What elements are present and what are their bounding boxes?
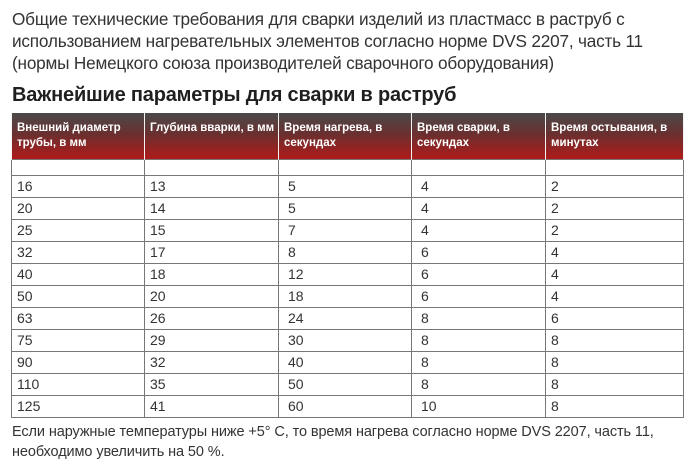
cell-welding-time: 8 [412, 308, 546, 330]
cell-outer-diameter: 25 [12, 220, 145, 242]
header-cooling-time: Время остывания, в минутах [546, 113, 684, 160]
cell-heating-time: 24 [279, 308, 412, 330]
header-outer-diameter: Внешний диаметр трубы, в мм [12, 113, 145, 160]
cell-heating-time: 40 [279, 352, 412, 374]
header-welding-time: Время сварки, в секундах [412, 113, 546, 160]
cell-heating-time: 5 [279, 198, 412, 220]
cell-weld-depth: 13 [145, 176, 279, 198]
cell-outer-diameter: 40 [12, 264, 145, 286]
cell-weld-depth: 14 [145, 198, 279, 220]
table-header-row [12, 113, 684, 160]
cell-welding-time: 4 [412, 198, 546, 220]
cell-welding-time: 4 [412, 220, 546, 242]
cell-cooling-time: 4 [546, 286, 684, 308]
cell-cooling-time: 2 [546, 198, 684, 220]
cell-heating-time: 50 [279, 374, 412, 396]
table-row [12, 352, 684, 374]
table-row [12, 374, 684, 396]
table-heading: Важнейшие параметры для сварки в раструб [12, 84, 457, 106]
cell-outer-diameter: 20 [12, 198, 145, 220]
table-row [12, 220, 684, 242]
intro-text: Общие технические требования для сварки изделий из пластмасс в раструб с использованием нагревательных элементов согласно норме DVS 2207, часть 11 (нормы Немецкого союза производителей сварочного оборудования) [12, 9, 643, 73]
cell-weld-depth: 32 [145, 352, 279, 374]
table-row [12, 176, 684, 198]
cell-outer-diameter: 125 [12, 396, 145, 418]
cell-heating-time: 60 [279, 396, 412, 418]
table-row [12, 264, 684, 286]
cell-cooling-time: 2 [546, 220, 684, 242]
cell-welding-time: 8 [412, 352, 546, 374]
cell-outer-diameter: 75 [12, 330, 145, 352]
cell-cooling-time: 8 [546, 374, 684, 396]
cell-weld-depth: 41 [145, 396, 279, 418]
cell-outer-diameter: 32 [12, 242, 145, 264]
cell-heating-time: 18 [279, 286, 412, 308]
cell-cooling-time: 8 [546, 330, 684, 352]
cell-heating-time: 5 [279, 176, 412, 198]
cell-cooling-time: 4 [546, 242, 684, 264]
table-row [12, 330, 684, 352]
header-weld-depth: Глубина вварки, в мм [145, 113, 279, 160]
table-row [12, 286, 684, 308]
cell-cooling-time: 6 [546, 308, 684, 330]
footnote-text: Если наружные температуры ниже +5° С, то время нагрева согласно норме DVS 2207, часть 11, необходимо увеличить на 50 %. [12, 424, 654, 460]
header-heating-time: Время нагрева, в секундах [279, 113, 412, 160]
table-row [12, 308, 684, 330]
cell-cooling-time: 8 [546, 396, 684, 418]
cell-heating-time: 12 [279, 264, 412, 286]
cell-heating-time: 7 [279, 220, 412, 242]
cell-heating-time: 30 [279, 330, 412, 352]
cell-weld-depth: 29 [145, 330, 279, 352]
table-row [12, 198, 684, 220]
cell-welding-time: 8 [412, 374, 546, 396]
cell-outer-diameter: 110 [12, 374, 145, 396]
cell-outer-diameter: 63 [12, 308, 145, 330]
welding-parameters-table [11, 113, 684, 418]
cell-welding-time: 8 [412, 330, 546, 352]
cell-welding-time: 4 [412, 176, 546, 198]
cell-heating-time: 8 [279, 242, 412, 264]
cell-weld-depth: 26 [145, 308, 279, 330]
cell-weld-depth: 17 [145, 242, 279, 264]
cell-outer-diameter: 90 [12, 352, 145, 374]
cell-cooling-time: 2 [546, 176, 684, 198]
cell-outer-diameter: 16 [12, 176, 145, 198]
table-spacer-row [12, 160, 684, 176]
cell-welding-time: 10 [412, 396, 546, 418]
cell-welding-time: 6 [412, 242, 546, 264]
cell-outer-diameter: 50 [12, 286, 145, 308]
cell-weld-depth: 20 [145, 286, 279, 308]
cell-cooling-time: 8 [546, 352, 684, 374]
table-row [12, 242, 684, 264]
cell-weld-depth: 35 [145, 374, 279, 396]
cell-cooling-time: 4 [546, 264, 684, 286]
cell-welding-time: 6 [412, 264, 546, 286]
cell-weld-depth: 18 [145, 264, 279, 286]
cell-welding-time: 6 [412, 286, 546, 308]
cell-weld-depth: 15 [145, 220, 279, 242]
table-row [12, 396, 684, 418]
